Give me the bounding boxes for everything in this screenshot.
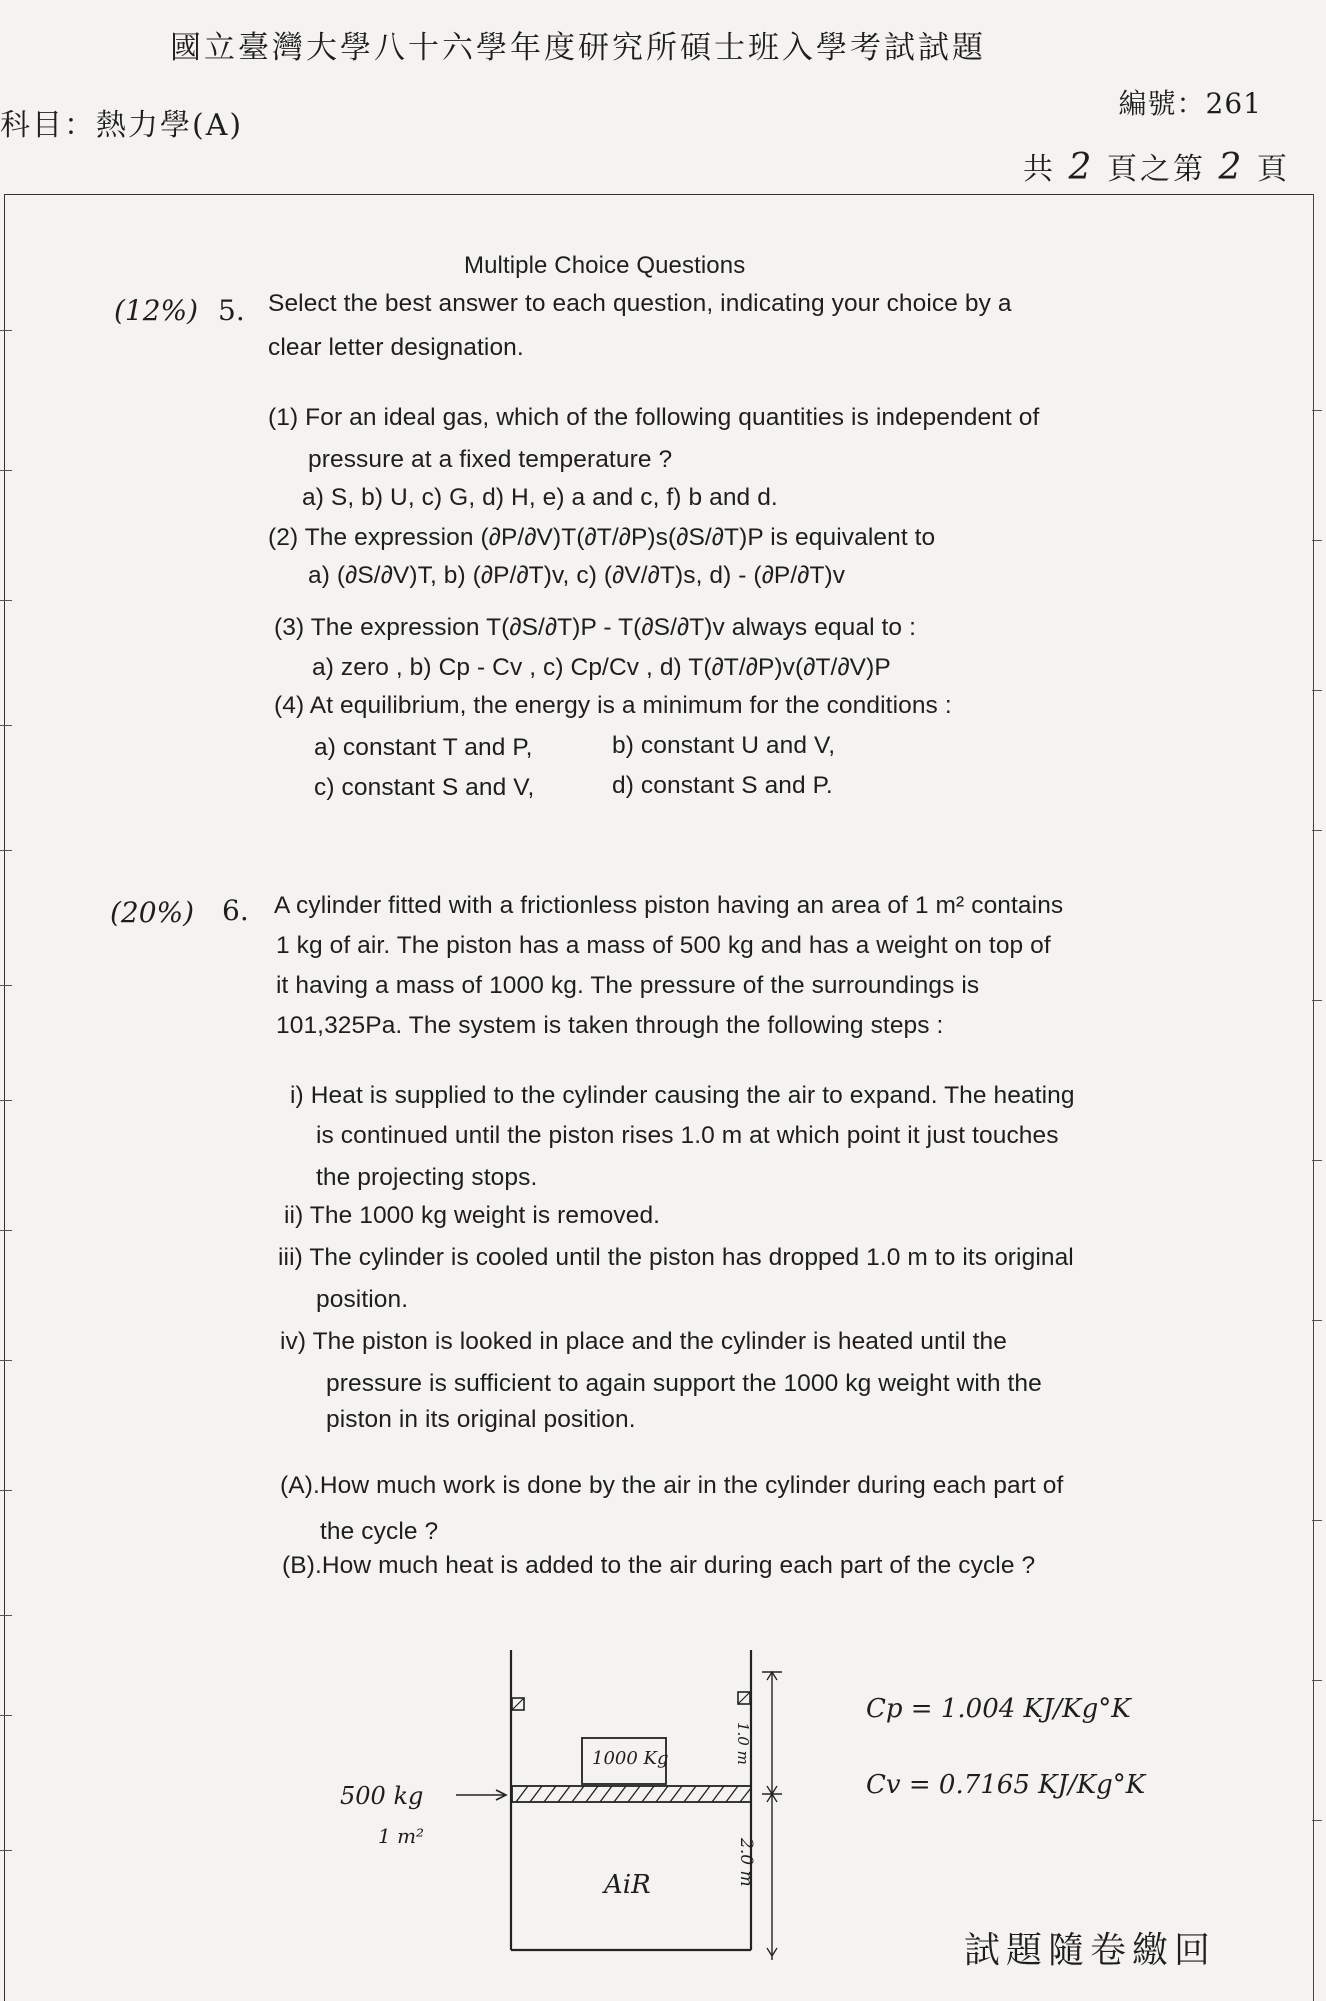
q6-intro-line-4: 101,325Pa. The system is taken through the following steps : bbox=[276, 1012, 944, 1039]
q6-step-4-line-2: pressure is sufficient to again support the 1000 kg weight with the bbox=[326, 1370, 1042, 1397]
lower-dimension-label: 2.0 m bbox=[736, 1838, 756, 1887]
q6-intro-line-1: A cylinder fitted with a frictionless piston having an area of 1 m² contains bbox=[274, 892, 1064, 919]
upper-dimension-label: 1.0 m bbox=[734, 1722, 752, 1765]
q5-intro-line-2: clear letter designation. bbox=[268, 334, 524, 361]
q6-step-4-line-1: iv) The piston is looked in place and the cylinder is heated until the bbox=[280, 1328, 1008, 1355]
q6-step-4-line-3: piston in its original position. bbox=[326, 1406, 636, 1433]
q5-item-1-line-1: (1) For an ideal gas, which of the following quantities is independent of bbox=[268, 404, 1040, 431]
q6-part-a-line-2: the cycle ? bbox=[320, 1518, 439, 1545]
pages-mid: 頁之第 bbox=[1107, 152, 1206, 187]
cp-value: Cp = 1.004 KJ/Kg°K bbox=[866, 1694, 1131, 1724]
q5-item-3-options: a) zero , b) Cp - Cv , c) Cp/Cv , d) T(∂T/∂P)v(∂T/∂V)P bbox=[312, 654, 891, 681]
q6-step-3-line-2: position. bbox=[316, 1286, 409, 1313]
q5-item-1-line-2: pressure at a fixed temperature ? bbox=[308, 446, 673, 473]
weight-label: 1000 Kg bbox=[592, 1748, 669, 1769]
exam-subject: 科目：熱力學(A) bbox=[0, 108, 244, 143]
pages-suffix: 頁 bbox=[1257, 152, 1290, 187]
pages-current: 2 bbox=[1218, 147, 1245, 188]
q5-item-4-option-d: d) constant S and P. bbox=[612, 772, 833, 799]
piston-area-label: 1 m² bbox=[378, 1824, 425, 1848]
q6-step-1-line-1: i) Heat is supplied to the cylinder causing the air to expand. The heating bbox=[290, 1082, 1075, 1109]
q5-percent: (12%) bbox=[114, 294, 199, 327]
q6-number: 6. bbox=[222, 894, 249, 927]
piston-mass-label: 500 kg bbox=[340, 1782, 424, 1810]
page-indicator bbox=[1023, 144, 1290, 188]
q6-intro-line-2: 1 kg of air. The piston has a mass of 500 kg and has a weight on top of bbox=[276, 932, 1051, 959]
pages-prefix: 共 bbox=[1023, 152, 1056, 187]
cv-value: Cv = 0.7165 KJ/Kg°K bbox=[866, 1770, 1146, 1800]
q6-part-b: (B).How much heat is added to the air during each part of the cycle ? bbox=[282, 1552, 1036, 1579]
q5-item-2-options: a) (∂S/∂V)T, b) (∂P/∂T)v, c) (∂V/∂T)s, d) - (∂P/∂T)v bbox=[308, 562, 846, 589]
q5-item-3: (3) The expression T(∂S/∂T)P - T(∂S/∂T)v always equal to : bbox=[274, 614, 916, 641]
q5-item-4-option-c: c) constant S and V, bbox=[314, 774, 535, 801]
q6-percent: (20%) bbox=[110, 896, 195, 929]
q5-item-4-option-a: a) constant T and P, bbox=[314, 734, 533, 761]
q5-item-4-option-b: b) constant U and V, bbox=[612, 732, 836, 759]
q5-intro-line-1: Select the best answer to each question, indicating your choice by a bbox=[268, 290, 1012, 317]
q5-number: 5. bbox=[218, 294, 245, 327]
q6-step-2: ii) The 1000 kg weight is removed. bbox=[284, 1202, 661, 1229]
q6-part-a-line-1: (A).How much work is done by the air in the cylinder during each part of bbox=[280, 1472, 1064, 1499]
section-title: Multiple Choice Questions bbox=[464, 252, 746, 279]
q5-item-2: (2) The expression (∂P/∂V)T(∂T/∂P)s(∂S/∂T)P is equivalent to bbox=[268, 524, 936, 551]
q6-step-1-line-3: the projecting stops. bbox=[316, 1164, 538, 1191]
q6-step-1-line-2: is continued until the piston rises 1.0 m at which point it just touches bbox=[316, 1122, 1059, 1149]
pages-total: 2 bbox=[1068, 147, 1095, 188]
piston bbox=[512, 1786, 751, 1802]
piston-hatching bbox=[516, 1786, 751, 1802]
q6-intro-line-3: it having a mass of 1000 kg. The pressure of the surroundings is bbox=[276, 972, 980, 999]
q6-step-3-line-1: iii) The cylinder is cooled until the piston has dropped 1.0 m to its original bbox=[278, 1244, 1074, 1271]
return-notice-stamp: 試題隨卷繳回 bbox=[964, 1930, 1217, 1971]
q5-item-4: (4) At equilibrium, the energy is a minimum for the conditions : bbox=[274, 692, 952, 719]
gas-label: AiR bbox=[604, 1870, 651, 1900]
q5-item-1-options: a) S, b) U, c) G, d) H, e) a and c, f) b and d. bbox=[302, 484, 778, 511]
exam-code: 編號：261 bbox=[1118, 87, 1262, 120]
exam-title: 國立臺灣大學八十六學年度研究所碩士班入學考試試題 bbox=[170, 30, 986, 66]
